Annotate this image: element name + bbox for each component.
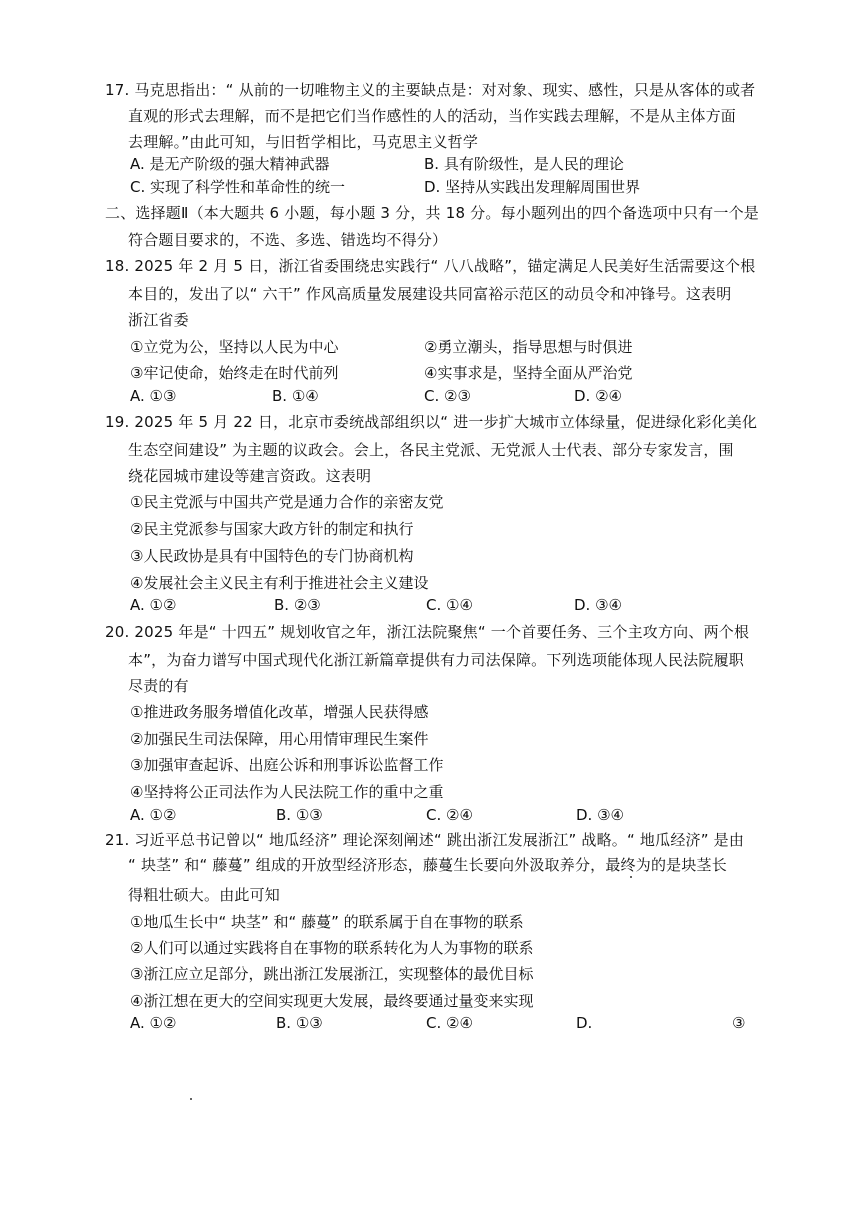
q18-option-b: B. ①④ (272, 387, 319, 405)
q19-line-3: 绕花园城市建设等建言资政。这表明 (128, 467, 372, 485)
q19-item-4: ④发展社会主义民主有利于推进社会主义建设 (130, 574, 429, 592)
q20-option-b: B. ①③ (276, 806, 323, 824)
q20-item-3: ③加强审查起诉、出庭公诉和刑事诉讼监督工作 (130, 756, 444, 774)
q20-item-2: ②加强民生司法保障，用心用情审理民生案件 (130, 730, 429, 748)
scan-dot (190, 1098, 192, 1100)
q21-line-1: 21. 习近平总书记曾以“ 地瓜经济” 理论深刻阐述“ 跳出浙江发展浙江” 战略。“ 地瓜经济” 是由 (105, 831, 745, 849)
q17-option-b: B. 具有阶级性，是人民的理论 (424, 155, 624, 173)
q19-item-1: ①民主党派与中国共产党是通力合作的亲密友党 (130, 493, 444, 511)
q19-item-2: ②民主党派参与国家大政方针的制定和执行 (130, 520, 414, 538)
q21-option-d-content: ③ (732, 1014, 746, 1032)
q21-item-1: ①地瓜生长中“ 块茎” 和“ 藤蔓” 的联系属于自在事物的联系 (130, 913, 524, 931)
q17-option-a: A. 是无产阶级的强大精神武器 (130, 155, 330, 173)
scan-dot (630, 876, 632, 878)
q21-option-b: B. ①③ (276, 1014, 323, 1032)
q20-option-d: D. ③④ (576, 806, 624, 824)
q20-line-2: 本”，为奋力谱写中国式现代化浙江新篇章提供有力司法保障。下列选项能体现人民法院履职 (128, 651, 744, 669)
q20-item-1: ①推进政务服务增值化改革，增强人民获得感 (130, 703, 429, 721)
q18-item-2: ②勇立潮头，指导思想与时俱进 (424, 338, 633, 356)
q20-option-a: A. ①② (130, 806, 177, 824)
q18-line-2: 本目的，发出了以“ 六干” 作风高质量发展建设共同富裕示范区的动员令和冲锋号。这表明 (128, 285, 732, 303)
q20-line-1: 20. 2025 年是“ 十四五” 规划收官之年，浙江法院聚焦“ 一个首要任务、三个主攻方向、两个根 (105, 623, 750, 641)
q18-item-1: ①立党为公，坚持以人民为中心 (130, 338, 339, 356)
q21-item-2: ②人们可以通过实践将自在事物的联系转化为人为事物的联系 (130, 939, 534, 957)
q18-line-1: 18. 2025 年 2 月 5 日，浙江省委围绕忠实践行“ 八八战略”，锚定满足人民美好生活需要这个根 (105, 257, 756, 275)
q20-option-c: C. ②④ (426, 806, 473, 824)
q19-option-b: B. ②③ (274, 596, 321, 614)
q21-option-d: D. (576, 1014, 593, 1032)
q19-option-d: D. ③④ (574, 596, 622, 614)
q21-line-3: 得粗壮硕大。由此可知 (128, 886, 281, 904)
q18-option-c: C. ②③ (424, 387, 471, 405)
q18-item-4: ④实事求是，坚持全面从严治党 (424, 364, 633, 382)
q21-option-c: C. ②④ (426, 1014, 473, 1032)
q19-line-2: 生态空间建设” 为主题的议政会。会上，各民主党派、无党派人士代表、部分专家发言，围 (128, 441, 734, 459)
q17-option-d: D. 坚持从实践出发理解周围世界 (424, 178, 641, 196)
q19-line-1: 19. 2025 年 5 月 22 日，北京市委统战部组织以“ 进一步扩大城市立体绿量，促进绿化彩化美化 (105, 413, 758, 431)
q21-option-a: A. ①② (130, 1014, 177, 1032)
q19-item-3: ③人民政协是具有中国特色的专门协商机构 (130, 547, 414, 565)
q18-option-d: D. ②④ (574, 387, 622, 405)
q20-line-3: 尽责的有 (128, 677, 189, 695)
q20-item-4: ④坚持将公正司法作为人民法院工作的重中之重 (130, 783, 444, 801)
q19-option-c: C. ①④ (426, 596, 473, 614)
q18-item-3: ③牢记使命，始终走在时代前列 (130, 364, 339, 382)
section-2-heading-line-2: 符合题目要求的，不选、多选、错选均不得分） (128, 231, 448, 249)
q21-item-4: ④浙江想在更大的空间实现更大发展，最终要通过量变来实现 (130, 992, 534, 1010)
q21-line-2: “ 块茎” 和“ 藤蔓” 组成的开放型经济形态，藤蔓生长要向外汲取养分，最终为的是块茎长 (128, 856, 727, 874)
q17-line-3: 去理解。”由此可知，与旧哲学相比，马克思主义哲学 (128, 133, 479, 151)
q17-line-2: 直观的形式去理解，而不是把它们当作感性的人的活动，当作实践去理解，不是从主体方面 (128, 107, 737, 125)
q17-line-1: 17. 马克思指出：“ 从前的一切唯物主义的主要缺点是：对对象、现实、感性，只是从客体的或者 (105, 81, 756, 99)
q21-item-3: ③浙江应立足部分，跳出浙江发展浙江，实现整体的最优目标 (130, 965, 534, 983)
section-2-heading-line-1: 二、选择题Ⅱ（本大题共 6 小题，每小题 3 分，共 18 分。每小题列出的四个备选项中只有一个是 (105, 204, 759, 222)
q17-option-c: C. 实现了科学性和革命性的统一 (130, 178, 346, 196)
q18-option-a: A. ①③ (130, 387, 177, 405)
q19-option-a: A. ①② (130, 596, 177, 614)
q18-line-3: 浙江省委 (128, 311, 189, 329)
